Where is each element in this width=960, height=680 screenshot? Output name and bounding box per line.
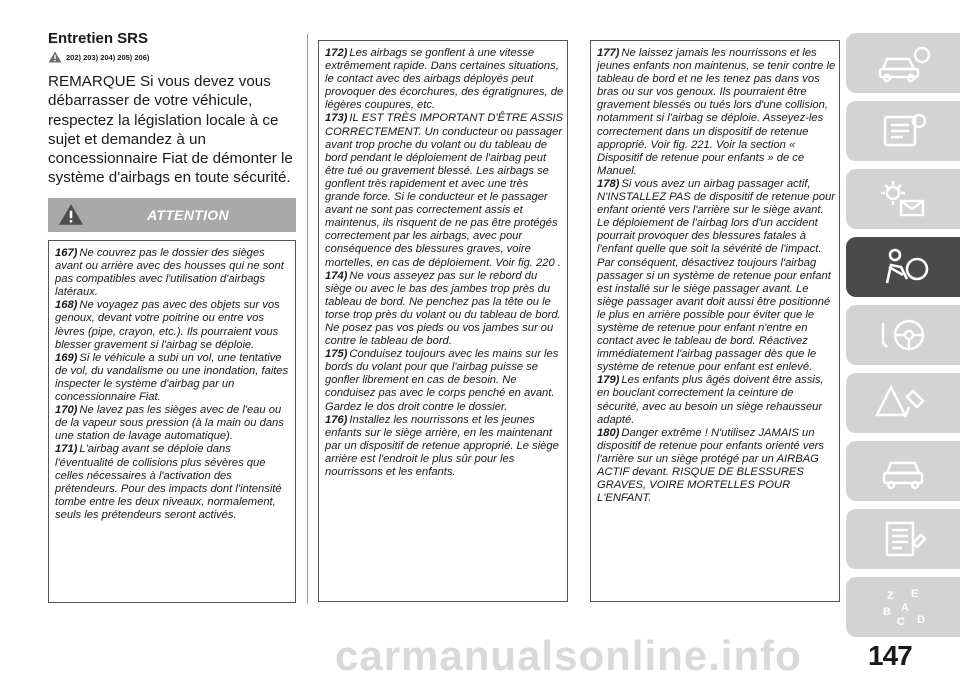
warning-item: 168) Ne voyagez pas avec des objets sur vos genoux, devant votre poitrine ou entre vos lèvres (pipe, crayon, etc.). Ils pourraient vous blesser gravement si l'airbag se déploie. bbox=[55, 299, 280, 351]
tab-safety-airbag[interactable] bbox=[846, 237, 960, 297]
svg-text:A: A bbox=[901, 602, 909, 614]
tab-technical-data[interactable] bbox=[846, 509, 960, 569]
svg-text:C: C bbox=[897, 616, 905, 628]
warning-item: 178) Si vous avez un airbag passager actif, N'INSTALLEZ PAS de dispositif de retenue pour enfant orienté vers l'arrière sur le siège avant. Le déploiement de l'airbag lors d'un accident pourrait provoquer des blessures fatales à l'enfant quelle que soit la sévérité de l'impact. Par conséquent, désactivez toujours l'airbag passager si un système de retenue pour enfant est installé sur le siège passager avant. Le siège passager avant doit aussi être positionné le plus en arrière possible pour éviter que le système de retenue pour enfant n'entre en contact avec le tableau de bord. Réactivez immédiatement l'airbag passager dès que le système de retenue pour enfant est enlevé. bbox=[597, 177, 836, 374]
tab-car-service[interactable] bbox=[846, 441, 960, 501]
warning-item: 179) Les enfants plus âgés doivent être assis, en bouclant correctement la ceinture de sécurité, avec au besoin un siège rehausseur adapté. bbox=[597, 374, 824, 426]
alphabetical-index-icon bbox=[873, 585, 933, 629]
attention-banner bbox=[48, 198, 296, 232]
tab-alphabetical-index[interactable] bbox=[846, 577, 960, 637]
warning-item: 175) Conduisez toujours avec les mains sur les bords du volant pour que l'airbag puisse se gonfler librement en cas de besoin. Ne conduisez pas avec le corps penché en avant. Gardez le dos droit contre le dossier. bbox=[325, 348, 559, 413]
chapter-sidebar bbox=[846, 33, 960, 645]
warning-item: 176) Installez les nourrissons et les jeunes enfants sur le siège arrière, en les maintenant par un dispositif de retenue approprié. Le siège arrière est l'endroit le plus sûr pour les nourrissons et les enfants. bbox=[325, 413, 559, 478]
svg-text:E: E bbox=[911, 588, 919, 600]
svg-text:B: B bbox=[883, 606, 891, 618]
lights-icon bbox=[873, 177, 933, 221]
warning-item: 171) L'airbag avant se déploie dans l'éventualité de collisions plus sévères que celles nécessaires à l'activation des prétendeurs. Pour des impacts dont l'intensité tombe entre les deux niveaux, normalement, seuls les prétendeurs seront activés. bbox=[55, 443, 282, 521]
tab-dashboard[interactable] bbox=[846, 101, 960, 161]
car-service-icon bbox=[873, 449, 933, 493]
starting-driving-icon bbox=[873, 313, 933, 357]
technical-data-icon bbox=[873, 517, 933, 561]
tab-lights[interactable] bbox=[846, 169, 960, 229]
warning-item: 167) Ne couvrez pas le dossier des sièges avant ou arrière avec des housses qui ne sont pas compatibles avec l'utilisation d'airbags latéraux. bbox=[55, 247, 284, 299]
tab-starting-driving[interactable] bbox=[846, 305, 960, 365]
svg-text:D: D bbox=[917, 614, 925, 626]
section-title: Entretien SRS bbox=[48, 30, 149, 47]
warning-emergency-icon bbox=[873, 381, 933, 425]
dashboard-icon bbox=[873, 109, 933, 153]
warnings-box-3 bbox=[590, 40, 840, 602]
warning-item: 177) Ne laissez jamais les nourrissons et les jeunes enfants non maintenus, se tenir contre le tableau de bord et ne les tenez pas dans vos bras ou sur vos genoux. Ils pourraient être gravement blessés ou tués lors d'une collision, notamment si l'airbag se déploie. Asseyez-les correctement dans un dispositif de retenue approprié. Voir fig. 221. Voir la section « Dispositif de retenue pour enfants » de ce Manuel. bbox=[597, 47, 836, 177]
warning-item: 180) Danger extrême ! N'utilisez JAMAIS un dispositif de retenue pour enfants orienté vers l'arrière sur un siège protégé par un AIRBAG ACTIF devant. RISQUE DE BLESSURES GRAVES, VOIRE MORTELLES POUR L'ENFANT. bbox=[597, 426, 824, 505]
warning-item: 172) Les airbags se gonflent à une vitesse extrêmement rapide. Dans certaines situations, le contact avec des airbags déployés peut provoquer des écorchures, des égratignures, de légères coupures, etc. bbox=[325, 47, 564, 112]
warning-item: 174) Ne vous asseyez pas sur le rebord du siège ou avec le bas des jambes trop près du tableau de bord. Ne penchez pas la tête ou le torse trop près du volant ou du tableau de bord. Ne posez pas vos pieds ou vos jambes sur ou contre le tableau de bord. bbox=[325, 269, 561, 348]
warning-item: 170) Ne lavez pas les sièges avec de l'eau ou de la vapeur sous pression (à la main ou dans une station de lavage automatique). bbox=[55, 404, 284, 443]
attention-label: ATTENTION bbox=[147, 207, 229, 223]
reference-numbers-text: 202) 203) 204) 205) 206) bbox=[66, 52, 150, 62]
car-info-icon bbox=[873, 41, 933, 85]
warning-triangle-icon bbox=[48, 51, 62, 63]
warning-item: 169) Si le véhicule a subi un vol, une tentative de vol, du vandalisme ou une inondation, faites inspecter le système d'airbag par un concessionnaire Fiat. bbox=[55, 351, 289, 404]
airbag-icon bbox=[873, 245, 933, 289]
reference-numbers bbox=[48, 51, 149, 63]
warnings-box-1 bbox=[48, 240, 296, 603]
warnings-box-2 bbox=[318, 40, 568, 602]
warning-item: 173) IL EST TRÈS IMPORTANT D'ÊTRE ASSIS CORRECTEMENT. Un conducteur ou passager avant trop proche du volant ou du tableau de bord pendant le déploiement de l'airbag peut être tué ou gravement blessé. Les airbags se gonflent très rapidement et avec une très grande force. Si le conducteur et le passager avant ne sont pas correctement assis et maintenus, ils risquent de ne pas être protégés correctement par les airbags, avec pour conséquence des blessures graves, voire mortelles, en cas de déploiement. Voir fig. 220 . bbox=[325, 112, 564, 269]
page-number: 147 bbox=[868, 640, 912, 671]
watermark: carmanualsonline.info bbox=[335, 632, 802, 679]
column-divider bbox=[307, 34, 308, 604]
tab-warning-emergency[interactable] bbox=[846, 373, 960, 433]
remarque-paragraph: REMARQUE Si vous devez vous débarrasser de votre véhicule, respectez la législation locale à ce sujet et demandez à un concessionnaire Fiat de démonter le système d'airbags en toute sécurité. bbox=[48, 73, 293, 187]
tab-car-info[interactable] bbox=[846, 33, 960, 93]
svg-text:Z: Z bbox=[887, 590, 894, 602]
